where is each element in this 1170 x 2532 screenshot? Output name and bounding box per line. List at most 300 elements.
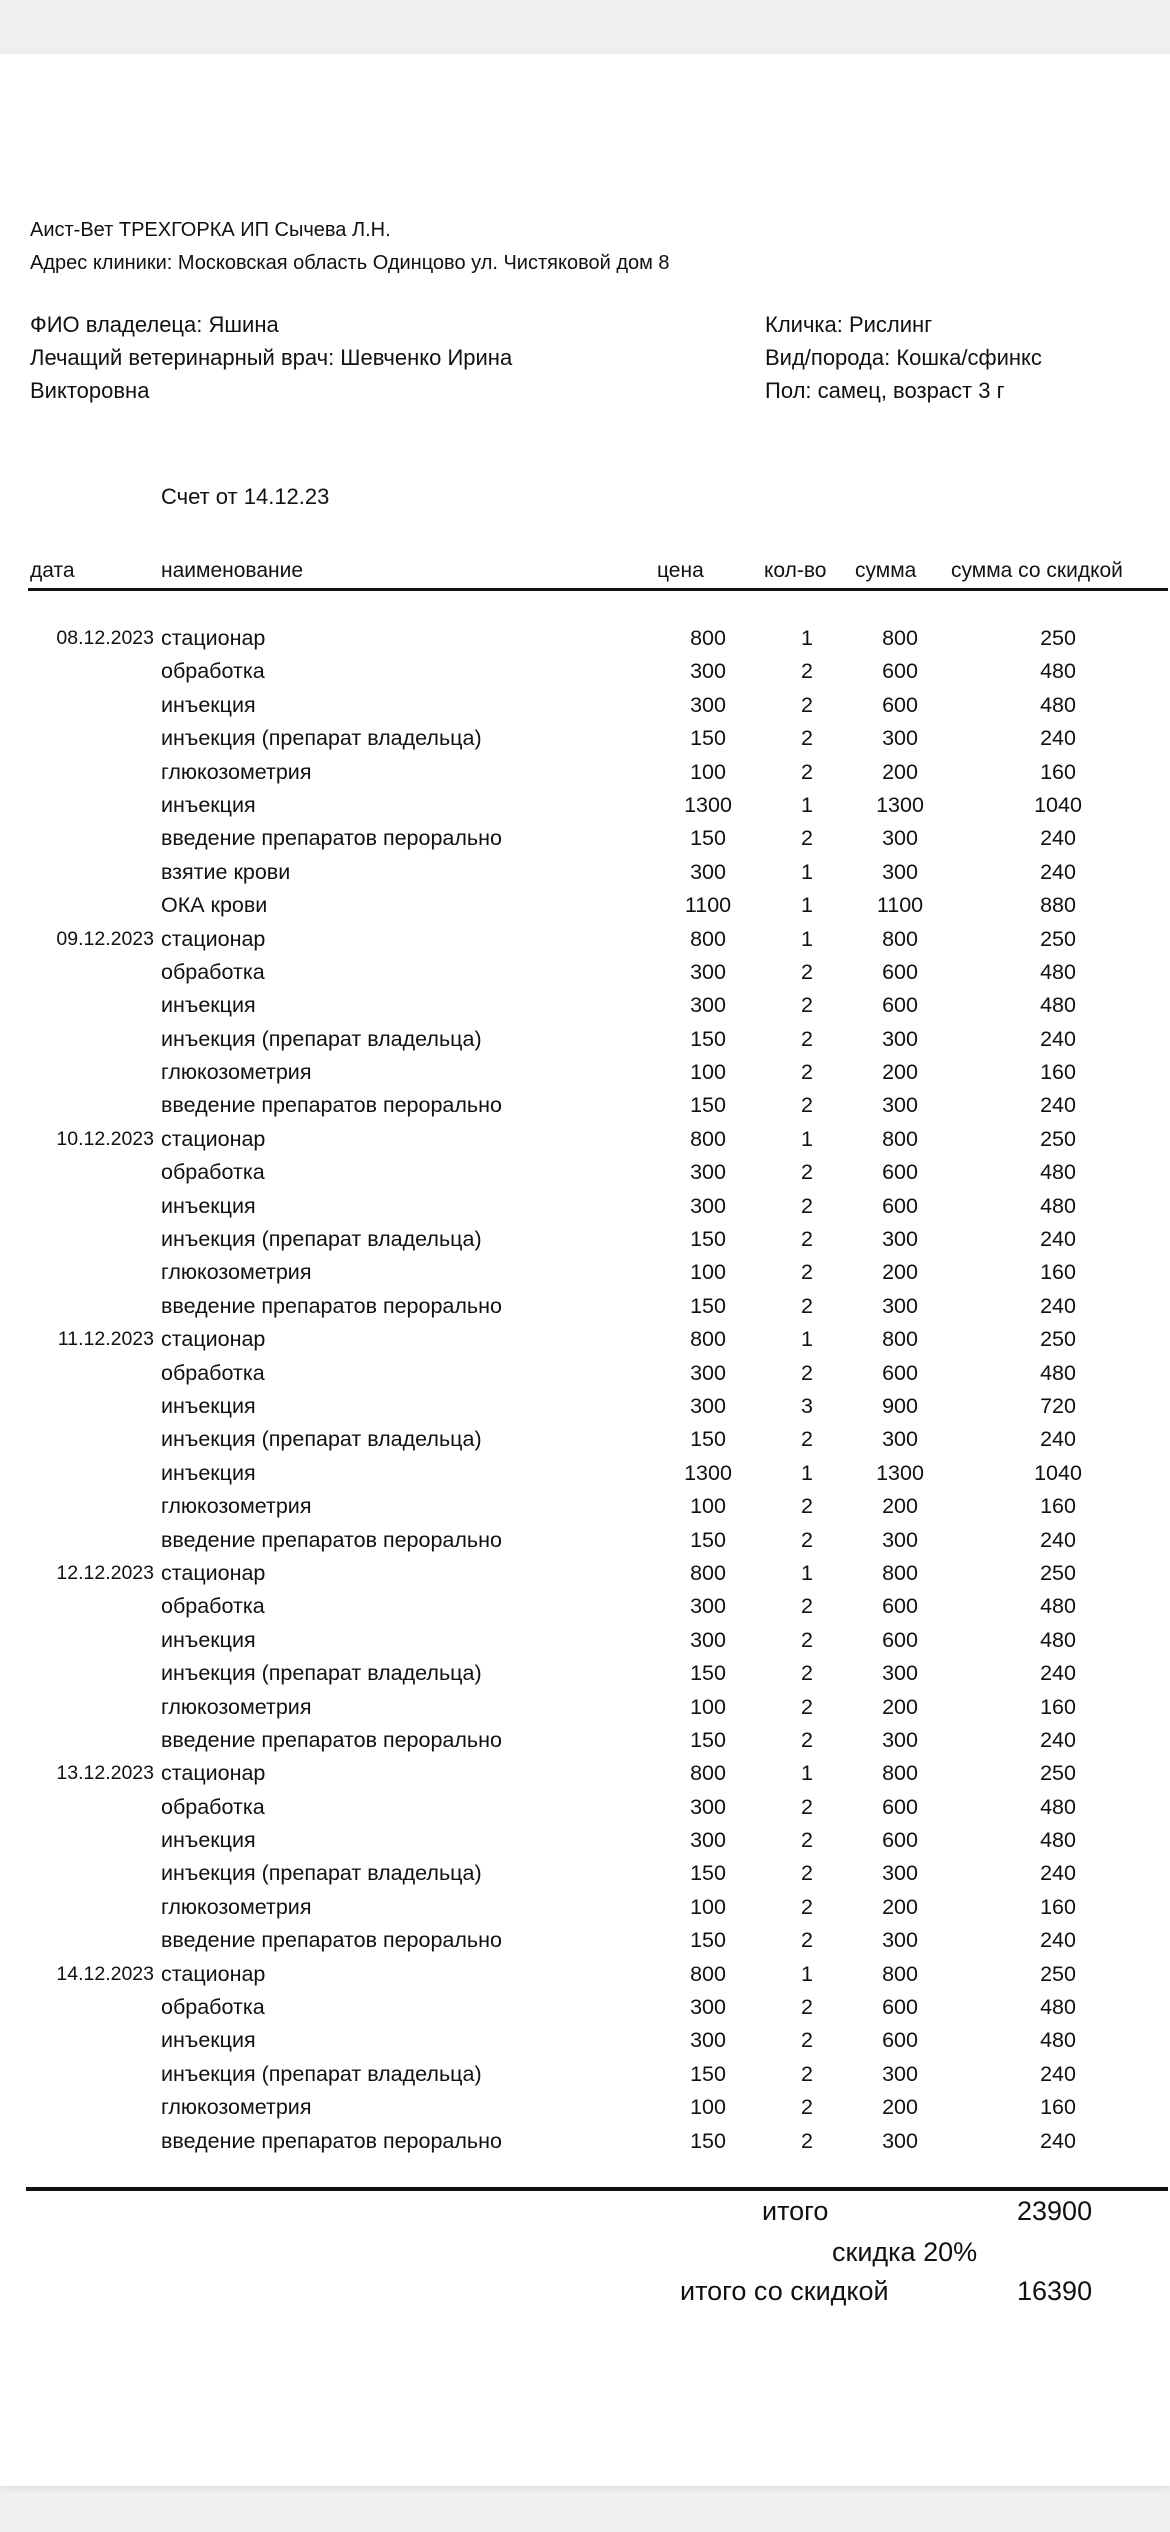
row-service-name: инъекция [161,1828,256,1853]
row-discounted-sum: 250 [1040,1126,1076,1151]
row-sum: 800 [882,1327,918,1352]
doctor-name: Лечащий ветеринарный врач: Шевченко Ирина Викторовна [30,345,513,403]
row-price: 300 [690,959,726,984]
table-row [0,1991,1170,2024]
row-sum: 600 [882,1160,918,1185]
row-quantity: 2 [801,1627,813,1652]
row-service-name: стационар [161,1327,266,1352]
table-row [0,1691,1170,1724]
row-sum: 300 [882,1661,918,1686]
row-quantity: 1 [801,1761,813,1786]
row-service-name: инъекция (препарат владельца) [161,1661,482,1686]
pet-species: Вид/порода: Кошка/сфинкс [765,345,1042,370]
row-discounted-sum: 160 [1040,1060,1076,1085]
row-sum: 600 [882,959,918,984]
row-price: 300 [690,1828,726,1853]
row-sum: 200 [882,759,918,784]
row-price: 100 [690,1494,726,1519]
row-price: 150 [690,1227,726,1252]
row-discounted-sum: 480 [1040,1360,1076,1385]
row-price: 800 [690,1961,726,1986]
row-price: 800 [690,1560,726,1585]
row-sum: 1100 [876,893,924,918]
row-discounted-sum: 160 [1040,1494,1076,1519]
row-discounted-sum: 480 [1040,993,1076,1018]
row-discounted-sum: 240 [1040,826,1076,851]
row-sum: 300 [882,1427,918,1452]
table-row [0,1924,1170,1957]
row-price: 800 [690,1761,726,1786]
row-sum: 600 [882,1594,918,1619]
row-price: 1300 [684,792,732,817]
row-discounted-sum: 160 [1040,1260,1076,1285]
totals-rule [26,2187,1168,2191]
table-row [0,889,1170,922]
row-discounted-sum: 250 [1040,1961,1076,1986]
row-price: 300 [690,1160,726,1185]
row-sum: 800 [882,626,918,650]
table-row [0,1023,1170,1056]
table-row [0,1223,1170,1256]
row-sum: 600 [882,1193,918,1218]
row-price: 800 [690,1327,726,1352]
row-discounted-sum: 240 [1040,859,1076,884]
row-price: 100 [690,1894,726,1919]
row-price: 300 [690,1627,726,1652]
row-service-name: взятие крови [161,859,291,884]
row-quantity: 2 [801,1227,813,1252]
row-price: 150 [690,2128,726,2153]
row-discounted-sum: 480 [1040,692,1076,717]
row-discounted-sum: 480 [1040,1594,1076,1619]
row-sum: 1300 [876,792,924,817]
row-quantity: 2 [801,959,813,984]
row-quantity: 2 [801,2028,813,2053]
row-quantity: 1 [801,926,813,951]
row-quantity: 2 [801,1594,813,1619]
table-row [0,689,1170,722]
row-quantity: 2 [801,1527,813,1552]
row-sum: 300 [882,1861,918,1886]
row-discounted-sum: 480 [1040,1794,1076,1819]
row-service-name: введение препаратов перорально [161,1093,502,1118]
row-discounted-sum: 250 [1040,1761,1076,1786]
row-price: 150 [690,1661,726,1686]
total-label: итого [762,2196,829,2226]
row-discounted-sum: 250 [1040,1327,1076,1352]
row-service-name: стационар [161,1961,266,1986]
row-quantity: 1 [801,1327,813,1352]
invoice-date: Счет от 14.12.23 [161,484,330,509]
table-row [0,1123,1170,1156]
row-quantity: 2 [801,1360,813,1385]
row-quantity: 2 [801,1661,813,1686]
row-quantity: 2 [801,1694,813,1719]
row-sum: 300 [882,826,918,851]
row-sum: 300 [882,1293,918,1318]
row-discounted-sum: 240 [1040,1293,1076,1318]
row-date: 11.12.2023 [57,1328,154,1351]
row-service-name: стационар [161,1126,266,1151]
row-service-name: инъекция (препарат владельца) [161,1861,482,1886]
row-sum: 800 [882,926,918,951]
table-row [0,1724,1170,1757]
row-quantity: 2 [801,759,813,784]
row-service-name: инъекция (препарат владельца) [161,2061,482,2086]
row-discounted-sum: 160 [1040,759,1076,784]
row-discounted-sum: 480 [1040,1828,1076,1853]
row-price: 150 [690,1727,726,1752]
table-row [0,1390,1170,1423]
row-price: 300 [690,1360,726,1385]
table-row [0,1857,1170,1890]
row-price: 100 [690,1694,726,1719]
row-sum: 800 [882,1961,918,1986]
row-quantity: 2 [801,1894,813,1919]
row-service-name: инъекция [161,1193,256,1218]
row-service-name: глюкозометрия [161,2095,312,2120]
row-date: 13.12.2023 [56,1762,154,1785]
row-discounted-sum: 250 [1040,926,1076,951]
row-discounted-sum: 720 [1040,1393,1076,1418]
row-quantity: 2 [801,1727,813,1752]
row-price: 150 [690,1527,726,1552]
header-rule [28,588,1168,591]
row-service-name: обработка [161,1995,265,2020]
row-sum: 300 [882,2128,918,2153]
row-price: 150 [690,1093,726,1118]
row-date: 09.12.2023 [56,927,154,950]
row-discounted-sum: 240 [1040,726,1076,751]
row-quantity: 2 [801,692,813,717]
row-quantity: 2 [801,1427,813,1452]
row-sum: 1300 [876,1460,924,1485]
row-service-name: инъекция (препарат владельца) [161,1427,482,1452]
table-row [0,1156,1170,1189]
row-sum: 200 [882,1060,918,1085]
table-row [0,1791,1170,1824]
row-quantity: 1 [801,792,813,817]
row-price: 1100 [684,893,732,918]
row-service-name: обработка [161,959,265,984]
row-price: 300 [690,859,726,884]
table-row [0,2125,1170,2158]
row-price: 150 [690,826,726,851]
row-sum: 300 [882,1527,918,1552]
row-service-name: обработка [161,659,265,684]
row-price: 300 [690,1794,726,1819]
col-header-discounted: сумма со скидкой [951,559,1123,582]
row-quantity: 2 [801,1260,813,1285]
row-date: 10.12.2023 [56,1127,154,1150]
row-discounted-sum: 160 [1040,2095,1076,2120]
row-quantity: 2 [801,1293,813,1318]
row-price: 300 [690,1193,726,1218]
row-service-name: инъекция [161,993,256,1018]
row-quantity: 2 [801,2061,813,2086]
table-row [0,1624,1170,1657]
row-quantity: 2 [801,1160,813,1185]
row-service-name: введение препаратов перорально [161,826,502,851]
owner-block [30,308,590,407]
row-discounted-sum: 240 [1040,1727,1076,1752]
row-discounted-sum: 240 [1040,1928,1076,1953]
row-service-name: стационар [161,626,266,650]
table-row [0,2091,1170,2124]
row-quantity: 1 [801,1560,813,1585]
row-quantity: 2 [801,1794,813,1819]
row-sum: 300 [882,1026,918,1051]
row-quantity: 1 [801,1961,813,1986]
table-row [0,1256,1170,1289]
table-row [0,1490,1170,1523]
row-sum: 600 [882,1995,918,2020]
row-sum: 800 [882,1761,918,1786]
col-header-sum: сумма [855,559,917,582]
row-service-name: ОКА крови [161,893,268,918]
table-row [0,1590,1170,1623]
row-discounted-sum: 240 [1040,2128,1076,2153]
total-value: 23900 [1017,2196,1093,2226]
row-sum: 600 [882,692,918,717]
row-sum: 200 [882,1260,918,1285]
row-discounted-sum: 480 [1040,1160,1076,1185]
row-service-name: инъекция [161,2028,256,2053]
pet-name: Кличка: Рислинг [765,312,933,337]
row-discounted-sum: 240 [1040,1227,1076,1252]
row-discounted-sum: 480 [1040,959,1076,984]
row-service-name: введение препаратов перорально [161,1293,502,1318]
row-service-name: инъекция [161,792,256,817]
table-row [0,2024,1170,2057]
row-discounted-sum: 480 [1040,1193,1076,1218]
row-quantity: 2 [801,1093,813,1118]
row-discounted-sum: 240 [1040,1661,1076,1686]
row-sum: 300 [882,1928,918,1953]
row-discounted-sum: 480 [1040,659,1076,684]
row-discounted-sum: 160 [1040,1894,1076,1919]
table-row [0,1824,1170,1857]
row-price: 300 [690,1594,726,1619]
clinic-name: Аист-Вет ТРЕХГОРКА ИП Сычева Л.Н. [30,219,391,241]
table-row [0,1423,1170,1456]
row-price: 150 [690,1861,726,1886]
row-service-name: инъекция [161,1393,256,1418]
row-quantity: 2 [801,726,813,751]
table-row [0,1056,1170,1089]
row-quantity: 1 [801,859,813,884]
row-quantity: 2 [801,1995,813,2020]
row-quantity: 2 [801,2128,813,2153]
table-row [0,1557,1170,1590]
row-sum: 200 [882,2095,918,2120]
row-service-name: введение препаратов перорально [161,1727,502,1752]
row-service-name: инъекция [161,1460,256,1485]
row-quantity: 2 [801,2095,813,2120]
row-price: 300 [690,692,726,717]
row-sum: 200 [882,1494,918,1519]
row-service-name: инъекция [161,692,256,717]
table-row [0,989,1170,1022]
table-row [0,789,1170,822]
row-price: 800 [690,626,726,650]
row-sum: 600 [882,2028,918,2053]
table-row [0,956,1170,989]
table-row [0,1323,1170,1356]
table-row [0,1891,1170,1924]
table-row [0,1089,1170,1122]
row-price: 100 [690,2095,726,2120]
row-service-name: глюкозометрия [161,1694,312,1719]
col-header-date: дата [30,559,75,582]
row-sum: 900 [882,1393,918,1418]
row-sum: 300 [882,1093,918,1118]
row-sum: 300 [882,2061,918,2086]
row-sum: 600 [882,1360,918,1385]
row-discounted-sum: 250 [1040,626,1076,650]
row-sum: 300 [882,1227,918,1252]
row-date: 12.12.2023 [56,1561,154,1584]
row-quantity: 1 [801,893,813,918]
table-row [0,2058,1170,2091]
row-discounted-sum: 240 [1040,1861,1076,1886]
row-discounted-sum: 1040 [1034,792,1082,817]
row-date: 14.12.2023 [56,1962,154,1985]
owner-name: ФИО владелеца: Яшина [30,312,279,337]
row-quantity: 2 [801,1861,813,1886]
row-quantity: 2 [801,1928,813,1953]
row-sum: 800 [882,1560,918,1585]
row-price: 800 [690,1126,726,1151]
row-service-name: введение препаратов перорально [161,1928,502,1953]
row-service-name: обработка [161,1794,265,1819]
table-row [0,923,1170,956]
row-discounted-sum: 480 [1040,2028,1076,2053]
clinic-address: Адрес клиники: Московская область Одинцово ул. Чистяковой дом 8 [30,252,670,274]
row-discounted-sum: 480 [1040,1627,1076,1652]
row-service-name: стационар [161,1761,266,1786]
row-quantity: 1 [801,626,813,650]
table-row [0,1524,1170,1557]
row-sum: 300 [882,859,918,884]
row-sum: 600 [882,1794,918,1819]
col-header-qty: кол-во [764,559,827,582]
table-row [0,856,1170,889]
row-price: 300 [690,659,726,684]
row-price: 100 [690,759,726,784]
row-service-name: обработка [161,1594,265,1619]
row-price: 100 [690,1060,726,1085]
table-row [0,822,1170,855]
row-service-name: глюкозометрия [161,1260,312,1285]
row-price: 800 [690,926,726,951]
table-row [0,1958,1170,1991]
table-row [0,1290,1170,1323]
table-row [0,622,1170,655]
discounted-total-value: 16390 [1017,2276,1093,2306]
table-row [0,1457,1170,1490]
table-row [0,756,1170,789]
row-quantity: 2 [801,1828,813,1853]
row-service-name: глюкозометрия [161,1894,312,1919]
table-row [0,655,1170,688]
row-sum: 300 [882,1727,918,1752]
row-sum: 800 [882,1126,918,1151]
table-row [0,1190,1170,1223]
row-discounted-sum: 240 [1040,1093,1076,1118]
row-price: 1300 [684,1460,732,1485]
row-quantity: 2 [801,1026,813,1051]
row-date: 08.12.2023 [56,627,154,649]
discount-label: скидка 20% [832,2237,978,2267]
row-discounted-sum: 250 [1040,1560,1076,1585]
row-sum: 600 [882,1627,918,1652]
row-quantity: 2 [801,1060,813,1085]
row-quantity: 2 [801,1193,813,1218]
col-header-name: наименование [161,559,304,582]
row-service-name: инъекция [161,1627,256,1652]
row-service-name: глюкозометрия [161,1494,312,1519]
row-quantity: 2 [801,993,813,1018]
row-discounted-sum: 240 [1040,1026,1076,1051]
row-price: 300 [690,993,726,1018]
col-header-price: цена [657,559,704,582]
row-quantity: 1 [801,1460,813,1485]
row-sum: 600 [882,993,918,1018]
row-service-name: глюкозометрия [161,1060,312,1085]
row-sum: 200 [882,1694,918,1719]
row-price: 100 [690,1260,726,1285]
row-quantity: 2 [801,826,813,851]
row-service-name: глюкозометрия [161,759,312,784]
table-row [0,1357,1170,1390]
row-service-name: инъекция (препарат владельца) [161,1026,482,1051]
table-row [0,1757,1170,1790]
row-price: 150 [690,1427,726,1452]
row-discounted-sum: 240 [1040,2061,1076,2086]
row-discounted-sum: 240 [1040,1527,1076,1552]
row-service-name: инъекция (препарат владельца) [161,1227,482,1252]
row-price: 150 [690,1293,726,1318]
row-quantity: 2 [801,659,813,684]
row-price: 300 [690,1995,726,2020]
row-price: 150 [690,1928,726,1953]
row-quantity: 2 [801,1494,813,1519]
pet-block [765,308,1145,407]
invoice-rows [0,622,1170,2158]
row-service-name: введение препаратов перорально [161,1527,502,1552]
table-row [0,722,1170,755]
row-discounted-sum: 240 [1040,1427,1076,1452]
row-price: 300 [690,1393,726,1418]
row-service-name: стационар [161,926,266,951]
row-service-name: стационар [161,1560,266,1585]
row-service-name: введение препаратов перорально [161,2128,502,2153]
row-price: 150 [690,726,726,751]
row-quantity: 1 [801,1126,813,1151]
row-sum: 300 [882,726,918,751]
row-price: 300 [690,2028,726,2053]
pet-sex-age: Пол: самец, возраст 3 г [765,378,1005,403]
row-discounted-sum: 880 [1040,893,1076,918]
row-discounted-sum: 160 [1040,1694,1076,1719]
row-service-name: инъекция (препарат владельца) [161,726,482,751]
row-discounted-sum: 480 [1040,1995,1076,2020]
row-price: 150 [690,2061,726,2086]
row-quantity: 3 [801,1393,813,1418]
row-discounted-sum: 1040 [1034,1460,1082,1485]
row-sum: 600 [882,1828,918,1853]
